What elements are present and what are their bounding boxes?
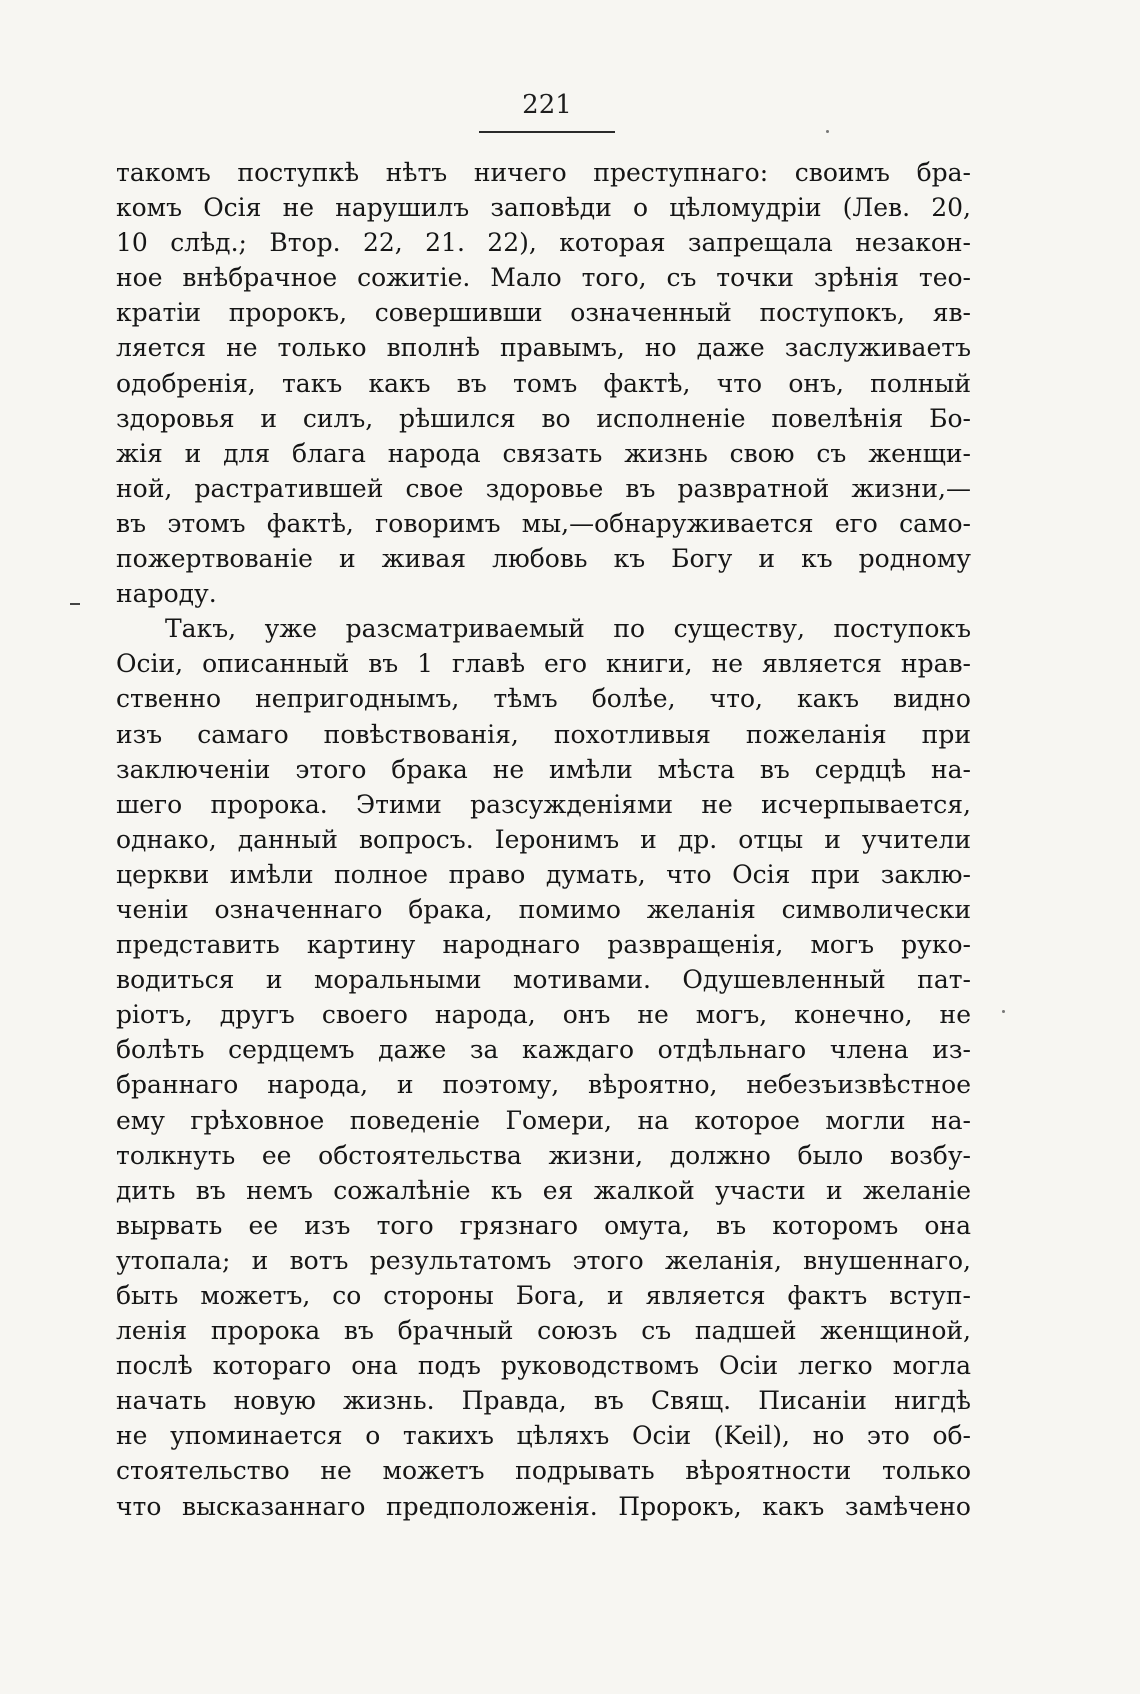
text-line: заключеніи этого брака не имѣли мѣста въ сердцѣ на- xyxy=(116,754,971,784)
text-line: комъ Осія не нарушилъ заповѣди о цѣломудріи (Лев. 20, xyxy=(116,193,971,223)
text-line: начать новую жизнь. Правда, въ Свящ. Писаніи нигдѣ xyxy=(116,1386,971,1416)
text-line: дить въ немъ сожалѣніе къ ея жалкой участи и желаніе xyxy=(116,1175,971,1205)
text-line: въ этомъ фактѣ, говоримъ мы,—обнаруживается его само- xyxy=(116,508,971,538)
text-line: представить картину народнаго развращенія, могъ руко- xyxy=(116,930,971,960)
text-line: жія и для блага народа связать жизнь свою съ женщи- xyxy=(116,438,971,468)
text-line: толкнуть ее обстоятельства жизни, должно было возбу- xyxy=(116,1140,971,1170)
page-number: 221 xyxy=(522,90,572,120)
body-text xyxy=(116,155,971,1524)
text-line: Осіи, описанный въ 1 главѣ его книги, не является нрав- xyxy=(116,649,971,679)
text-line: Такъ, уже разсматриваемый по существу, поступокъ xyxy=(165,614,971,644)
text-line: изъ самаго повѣствованія, похотливыя пожеланія при xyxy=(116,719,971,749)
text-line: такомъ поступкѣ нѣтъ ничего преступнаго: своимъ бра- xyxy=(116,158,971,187)
text-line: ему грѣховное поведеніе Гомери, на которое могли на- xyxy=(116,1105,971,1135)
paragraph xyxy=(116,611,971,1523)
text-line: ственно непригоднымъ, тѣмъ болѣе, что, какъ видно xyxy=(116,684,971,714)
text-line: водиться и моральными мотивами. Одушевленный пат- xyxy=(116,965,971,995)
text-line: стоятельство не можетъ подрывать вѣроятности только xyxy=(116,1456,971,1486)
paper-speck xyxy=(826,130,829,133)
text-line: ное внѣбрачное сожитіе. Мало того, съ точки зрѣнія тео- xyxy=(116,263,971,293)
text-line: здоровья и силъ, рѣшился во исполненіе повелѣнія Бо- xyxy=(116,403,971,433)
margin-mark xyxy=(70,603,80,605)
text-line: ной, растратившей свое здоровье въ развратной жизни,— xyxy=(116,473,971,503)
text-line: болѣть сердцемъ даже за каждаго отдѣльнаго члена из- xyxy=(116,1035,971,1065)
text-line: однако, данный вопросъ. Іеронимъ и др. отцы и учители xyxy=(116,824,971,854)
text-line: ляется не только вполнѣ правымъ, но даже заслуживаетъ xyxy=(116,333,971,363)
text-line: церкви имѣли полное право думать, что Осія при заклю- xyxy=(116,859,971,889)
text-line: кратіи пророкъ, совершивши означенный поступокъ, яв- xyxy=(116,298,971,328)
text-line: послѣ котораго она подъ руководствомъ Осіи легко могла xyxy=(116,1351,971,1381)
text-line: пожертвованіе и живая любовь къ Богу и къ родному xyxy=(116,544,971,574)
text-line: не упоминается о такихъ цѣляхъ Осіи (Keil), но это об- xyxy=(116,1421,971,1451)
text-line: ченіи означеннаго брака, помимо желанія символически xyxy=(116,894,971,924)
text-line: что высказаннаго предположенія. Пророкъ, какъ замѣчено xyxy=(116,1491,971,1521)
text-line: народу. xyxy=(116,579,217,609)
text-line: браннаго народа, и поэтому, вѣроятно, небезъизвѣстное xyxy=(116,1070,971,1100)
text-line: быть можетъ, со стороны Бога, и является фактъ вступ- xyxy=(116,1281,971,1310)
text-line: ріотъ, другъ своего народа, онъ не могъ, конечно, не xyxy=(116,1000,971,1030)
text-line: вырвать ее изъ того грязнаго омута, въ которомъ она xyxy=(116,1210,971,1240)
paragraph xyxy=(116,155,971,611)
text-line: 10 слѣд.; Втор. 22, 21. 22), которая запрещала незакон- xyxy=(116,228,971,258)
text-line: ленія пророка въ брачный союзъ съ падшей женщиной, xyxy=(116,1316,971,1346)
text-line: утопала; и вотъ результатомъ этого желанія, внушеннаго, xyxy=(116,1245,971,1275)
page-number-rule xyxy=(479,131,615,133)
text-line: одобренія, такъ какъ въ томъ фактѣ, что онъ, полный xyxy=(116,368,971,398)
paper-speck xyxy=(1002,1010,1005,1013)
text-line: шего пророка. Этими разсужденіями не исчерпывается, xyxy=(116,789,971,819)
